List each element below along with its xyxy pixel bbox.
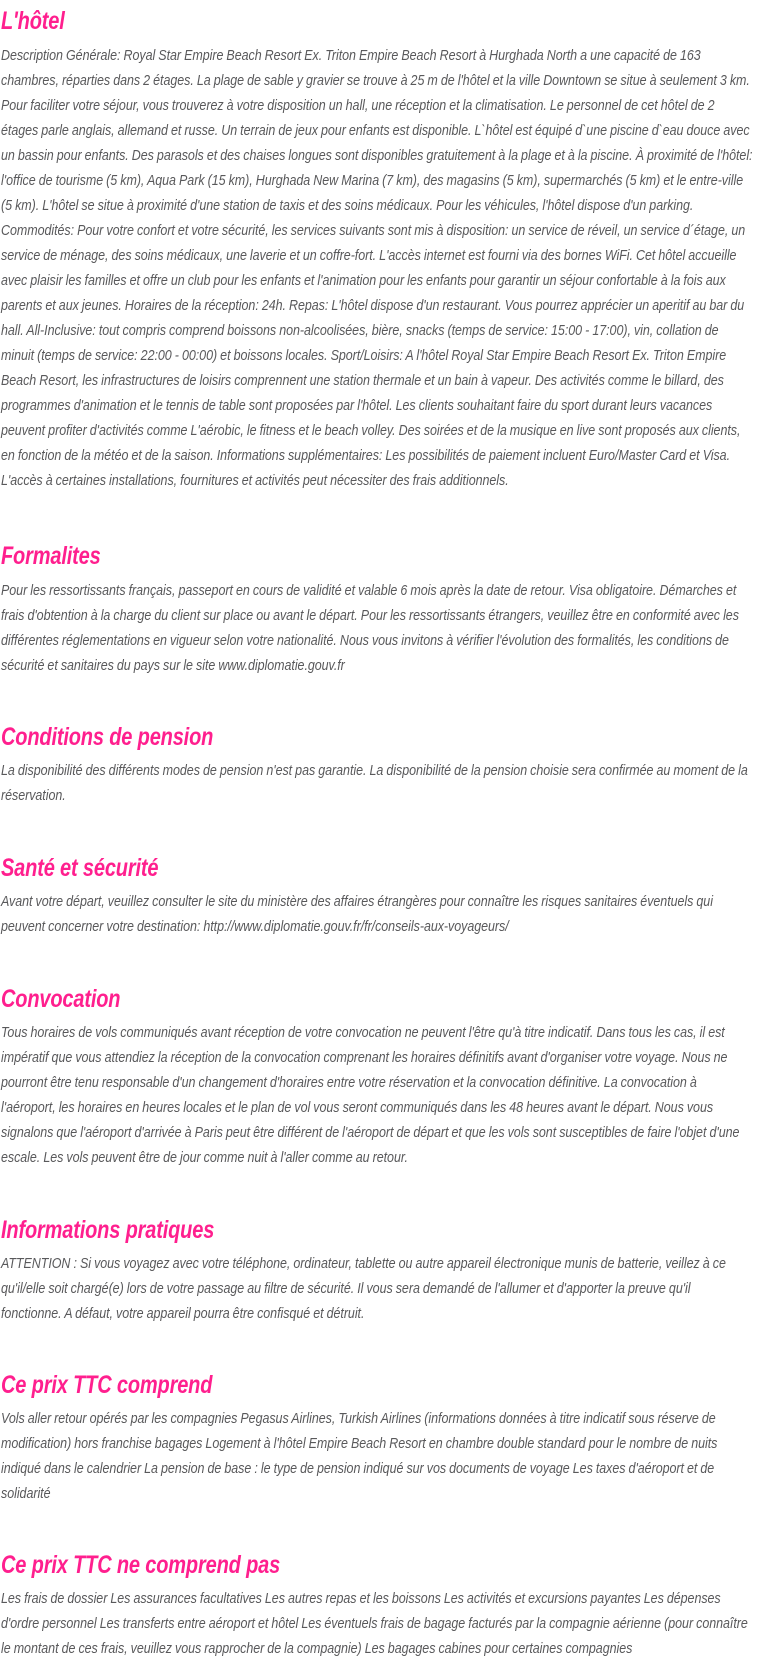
spacer — [1, 752, 754, 759]
section-heading-prix-ttc-comprend: Ce prix TTC comprend — [1, 1371, 213, 1399]
spacer — [1, 1245, 754, 1252]
section-sante-et-securite — [1, 809, 754, 940]
section-title-wrap-hotel — [1, 6, 754, 36]
spacer — [1, 36, 754, 44]
section-title-wrap-formalites — [1, 541, 754, 571]
section-title-wrap-sante — [1, 853, 754, 883]
section-body-convocation: Tous horaires de vols communiqués avant réception de votre convocation ne peuvent l'être qu'à titre indicatif. Dans tous les cas, il est impératif que vous attendiez la réception de la convocation comprenant les horaires définitifs avant d'organiser votre voyage. Nous ne pourront être tenu responsable d'un changement d'horaires entre votre réservation et la convocation définitive. La convocation à l'aéroport, les horaires en heures locales et le plan de vol vous seront communiqués dans les 48 heures avant le départ. Nous vous signalons que l'aéroport d'arrivée à Paris peut être différent de l'aéroport de départ et que les vols sont susceptibles de faire l'objet d'une escale. Les vols peuvent être de jour comme nuit à l'aller comme au retour. — [1, 1025, 740, 1166]
section-heading-prix-ttc-ne-comprend-pas: Ce prix TTC ne comprend pas — [1, 1551, 281, 1579]
spacer — [1, 1400, 754, 1407]
section-convocation — [1, 940, 754, 1171]
spacer — [1, 571, 754, 579]
section-body-sante-et-securite: Avant votre départ, veuillez consulter le site du ministère des affaires étrangères pour connaître les risques sanitaires éventuels qui peuvent concerner votre destination: http://www.diplomatie.gouv.fr/fr/conseils-aux-voyageurs/ — [1, 894, 713, 935]
spacer — [1, 1580, 754, 1587]
section-prix-ttc-comprend — [1, 1327, 754, 1507]
section-heading-sante-et-securite: Santé et sécurité — [1, 854, 159, 882]
section-body-conditions-de-pension: La disponibilité des différents modes de pension n'est pas garantie. La disponibilité de la pension choisie sera confirmée au moment de la réservation. — [1, 763, 748, 804]
section-title-wrap-convocation — [1, 984, 754, 1014]
section-body-hotel: Description Générale: Royal Star Empire Beach Resort Ex. Triton Empire Beach Resort à Hurghada North a une capacité de 163 chambres, réparties dans 2 étages. La plage de sable y gravier se trouve à 25 m de l'hôtel et la ville Downtown se situe à seulement 3 km. Pour faciliter votre séjour, vous trouverez à votre disposition un hall, une réception et la climatisation. Le personnel de cet hôtel de 2 étages parle anglais, allemand et russe. Un terrain de jeux pour enfants est disponible. L`hôtel est équipé d`une piscine d`eau douce avec un bassin pour enfants. Des parasols et des chaises longues sont disponibles gratuitement à la plage et à la piscine. À proximité de l'hôtel: l'office de tourisme (5 km), Aqua Park (15 km), Hurghada New Marina (7 km), des magasins (5 km), supermarchés (5 km) et le entre-ville (5 km). L'hôtel se situe à proximité d'une station de taxis et des soins médicaux. Pour les véhicules, l'hôtel dispose d'un parking. Commodités: Pour votre confort et votre sécurité, les services suivants sont mis à disposition: un service de réveil, un service d´étage, un service de ménage, des soins médicaux, une laverie et un coffre-fort. L'accès internet est fourni via des bornes WiFi. Cet hôtel accueille avec plaisir les familles et offre un club pour les enfants et l'animation pour les enfants pour garantir un séjour confortable à la fois aux parents et aux jeunes. Horaires de la réception: 24h. Repas: L'hôtel dispose d'un restaurant. Vous pourrez apprécier un aperitif au bar du hall. All-Inclusive: tout compris comprend boissons non-alcoolisées, bière, snacks (temps de service: 15:00 - 17:00), vin, collation de minuit (temps de service: 22:00 - 00:00) et boissons locales. Sport/Loisirs: A l'hôtel Royal Star Empire Beach Resort Ex. Triton Empire Beach Resort, les infrastructures de loisirs comprennent une station thermale et un bain à vapeur. Des activités comme le billard, des programmes d'animation et le tennis de table sont proposées par l'hôtel. Les clients souhaitant faire du sport durant leurs vacances peuvent profiter d'activités comme L'aérobic, le fitness et le beach volley. Des soirées et de la musique en live sont proposés aux clients, en fonction de la météo et de la saison. Informations supplémentaires: Les possibilités de paiement incluent Euro/Master Card et Visa. L'accès à certaines installations, fournitures et activités peut nécessiter des frais additionnels. — [1, 48, 753, 489]
section-heading-hotel: L'hôtel — [1, 7, 65, 35]
section-body-prix-ttc-comprend: Vols aller retour opérés par les compagnies Pegasus Airlines, Turkish Airlines (informations données à titre indicatif sous réserve de modification) hors franchise bagages Logement à l'hôtel Empire Beach Resort en chambre double standard pour le nombre de nuits indiqué dans le calendrier La pension de base : le type de pension indiqué sur vos documents de voyage Les taxes d'aéroport et de solidarité — [1, 1411, 718, 1502]
section-title-wrap-prix-ttc-comprend — [1, 1370, 754, 1400]
section-heading-formalites: Formalites — [1, 542, 101, 570]
spacer — [1, 883, 754, 890]
spacer — [1, 1014, 754, 1021]
section-title-wrap-pension — [1, 722, 754, 752]
section-informations-pratiques — [1, 1171, 754, 1327]
section-heading-conditions-de-pension: Conditions de pension — [1, 723, 214, 751]
section-heading-convocation: Convocation — [1, 985, 121, 1013]
section-formalites — [1, 494, 754, 679]
section-heading-informations-pratiques: Informations pratiques — [1, 1216, 215, 1244]
section-hotel — [1, 0, 754, 494]
section-prix-ttc-ne-comprend-pas — [1, 1507, 754, 1662]
section-body-formalites: Pour les ressortissants français, passeport en cours de validité et valable 6 mois après la date de retour. Visa obligatoire. Démarches et frais d'obtention à la charge du client sur place ou avant le départ. Pour les ressortissants étrangers, veuillez être en conformité avec les différentes réglementations en vigueur selon votre nationalité. Nous vous invitons à vérifier l'évolution des formalités, les conditions de sécurité et sanitaires du pays sur le site www.diplomatie.gouv.fr — [1, 583, 739, 674]
section-conditions-de-pension — [1, 679, 754, 809]
section-title-wrap-informations-pratiques — [1, 1215, 754, 1245]
section-body-prix-ttc-ne-comprend-pas: Les frais de dossier Les assurances facultatives Les autres repas et les boissons Les activités et excursions payantes Les dépenses d'ordre personnel Les transferts entre aéroport et hôtel Les éventuels frais de bagage facturés par la compagnie aérienne (pour connaître le montant de ces frais, veuillez vous rapprocher de la compagnie) Les bagages cabines pour certaines compagnies — [1, 1591, 748, 1657]
section-body-informations-pratiques: ATTENTION : Si vous voyagez avec votre téléphone, ordinateur, tablette ou autre appareil électronique munis de batterie, veillez à ce qu'il/elle soit chargé(e) lors de votre passage au filtre de sécurité. Il vous sera demandé de l'allumer et d'apporter la preuve qu'il fonctionne. A défaut, votre appareil pourra être confisqué et détruit. — [1, 1256, 726, 1322]
section-title-wrap-prix-ttc-ne-comprend-pas — [1, 1550, 754, 1580]
